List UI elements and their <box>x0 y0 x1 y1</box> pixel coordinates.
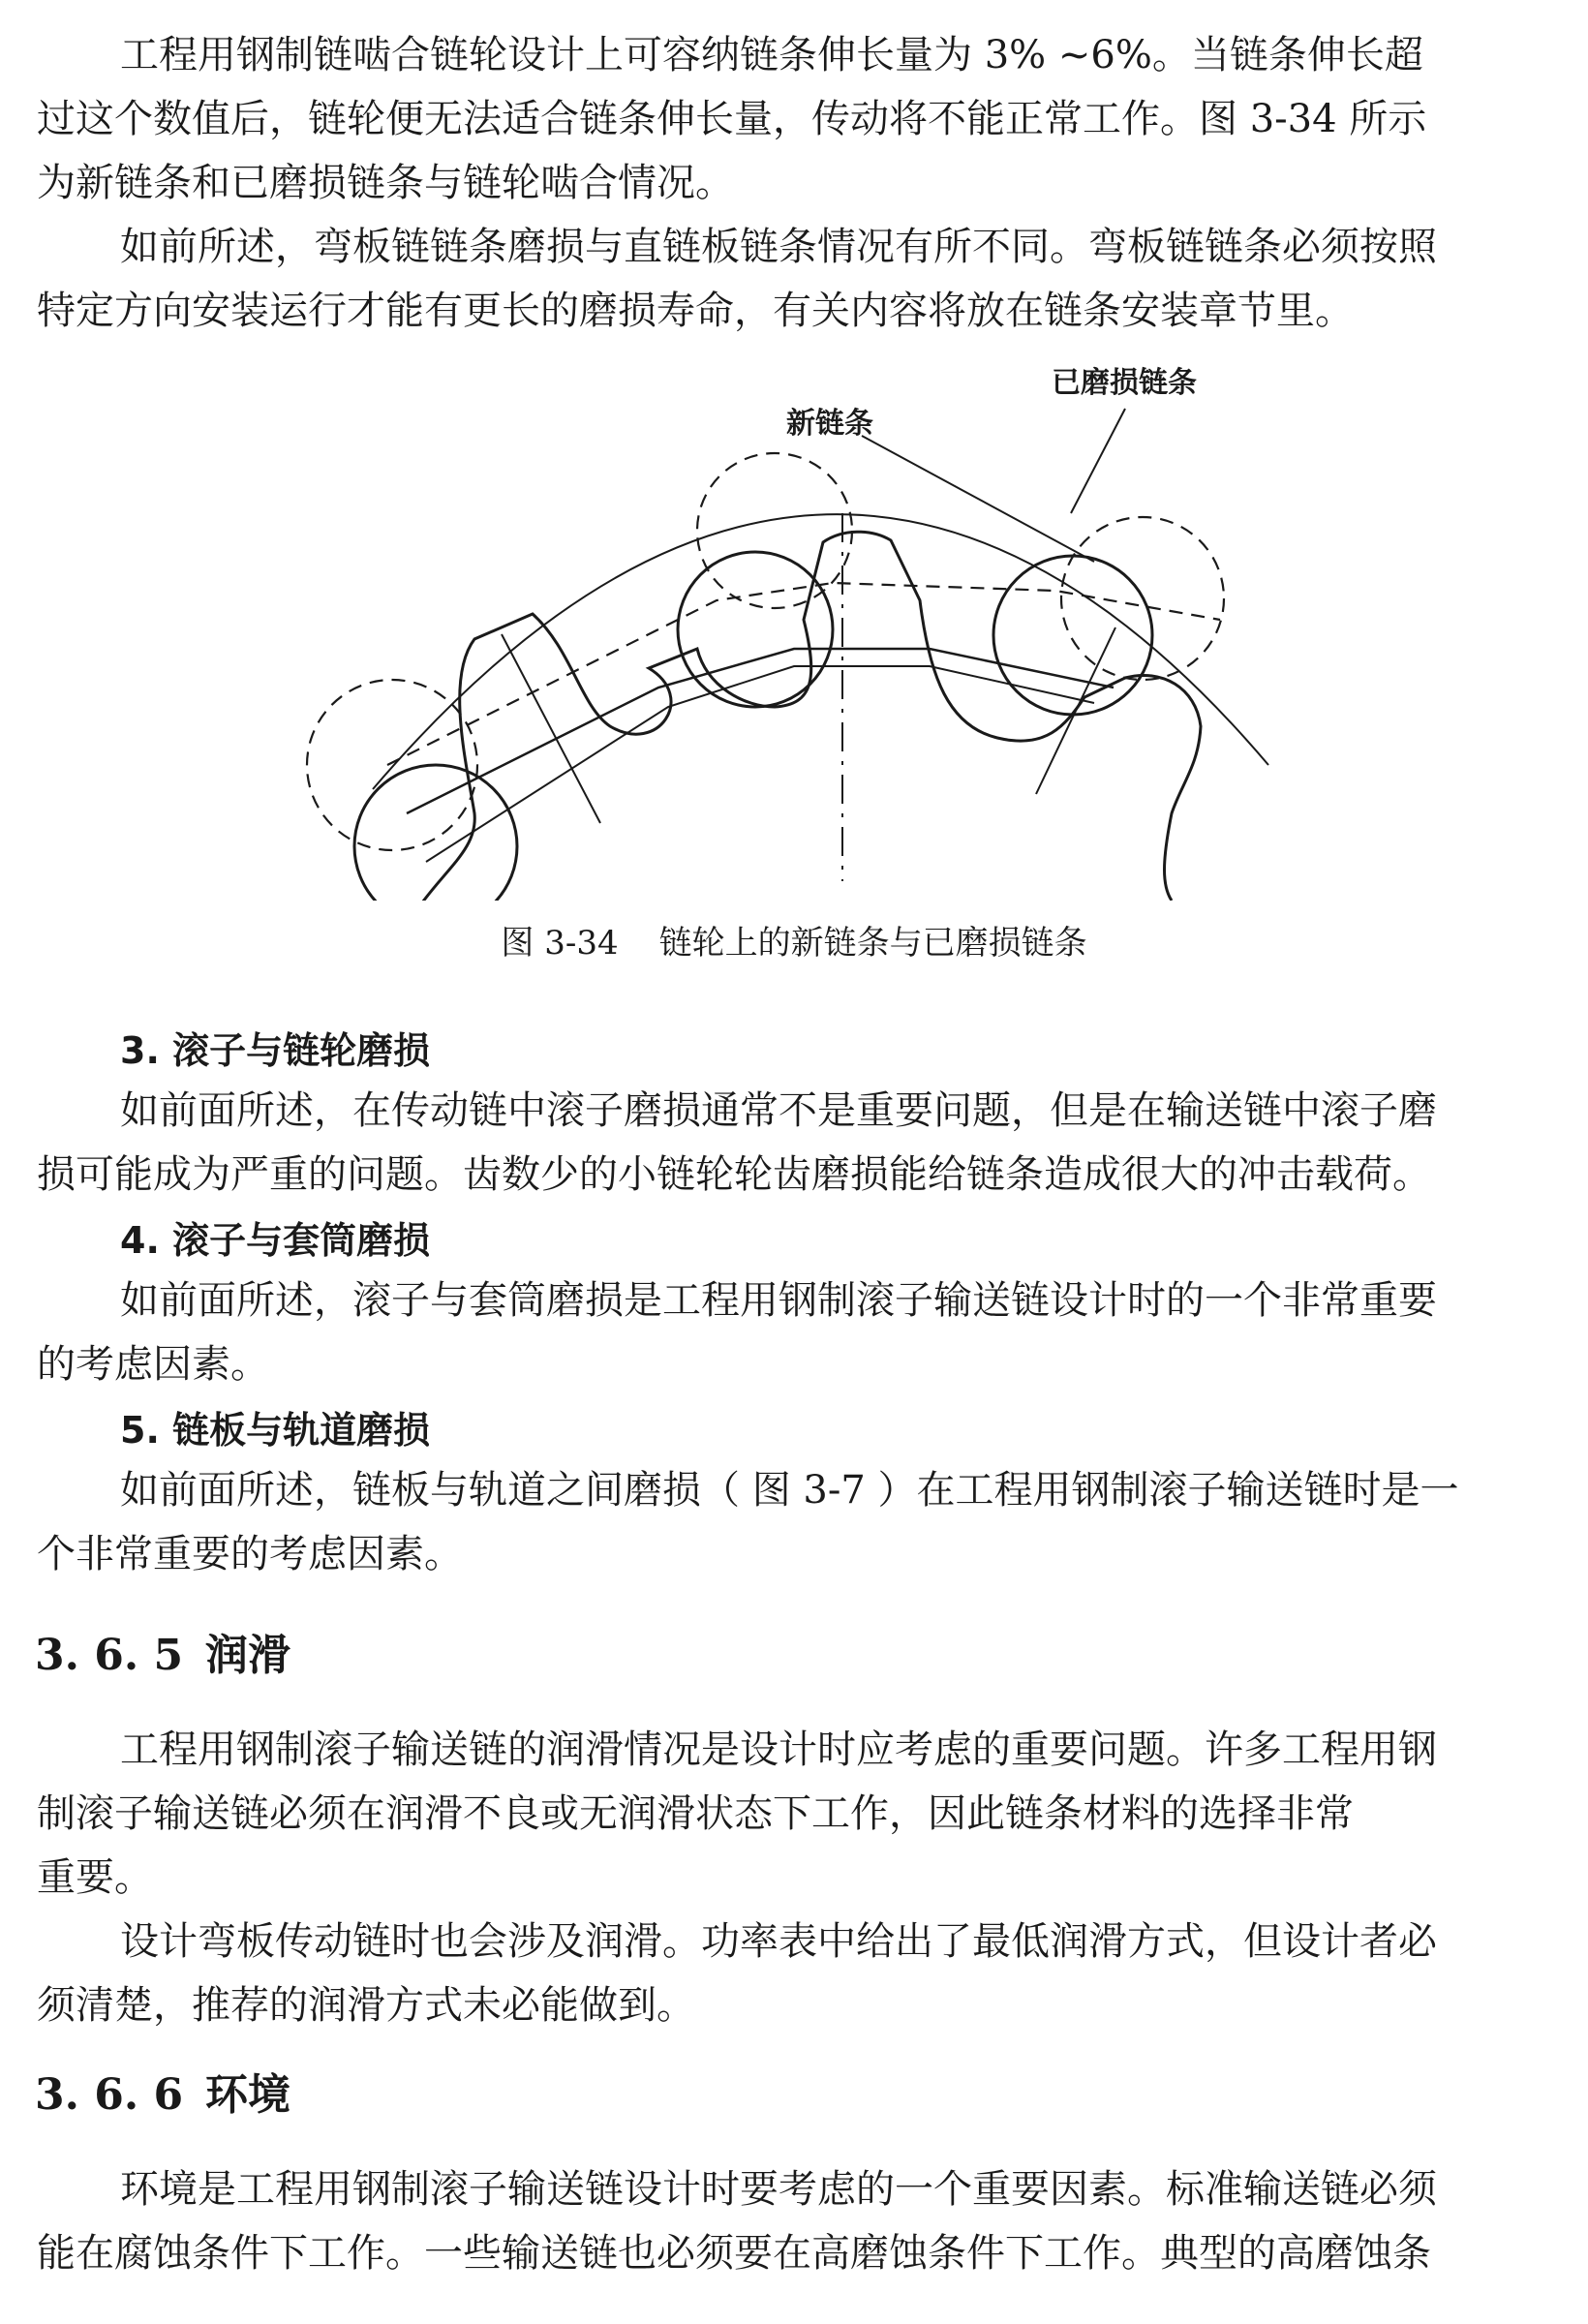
worn-chain-roller-middle <box>697 453 852 608</box>
text-line: 工程用钢制滚子输送链的润滑情况是设计时应考虑的重要问题。许多工程用钢 <box>120 1728 1437 1772</box>
text-line: 个非常重要的考虑因素。 <box>37 1532 463 1576</box>
paragraph-bent-plate-wear <box>37 215 1551 343</box>
worn-chain-link-line <box>387 583 1220 765</box>
subheading-plate-track-wear: 5. 链板与轨道磨损 <box>120 1409 431 1452</box>
label-worn-chain: 已磨损链条 <box>1052 366 1197 400</box>
text-line: 损可能成为严重的问题。齿数少的小链轮轮齿磨损能给链条造成很大的冲击载荷。 <box>37 1152 1431 1197</box>
text-line: 过这个数值后，链轮便无法适合链条伸长量，传动将不能正常工作。图 3-34 所示 <box>37 97 1427 141</box>
leader-line-worn <box>1071 409 1125 513</box>
text-line: 环境是工程用钢制滚子输送链设计时要考虑的一个重要因素。标准输送链必须 <box>120 2167 1437 2212</box>
worn-chain-roller-left <box>307 680 477 850</box>
text-line: 工程用钢制链啮合链轮设计上可容纳链条伸长量为 3% ~6%。当链条伸长超 <box>120 33 1423 77</box>
text-line: 如前面所述，链板与轨道之间磨损（ 图 3-7 ）在工程用钢制滚子输送链时是一 <box>120 1468 1459 1513</box>
figure-sprocket-chain-diagram <box>290 358 1278 901</box>
paragraph-plate-track-wear <box>37 1458 1551 1586</box>
figure-caption <box>0 920 1588 966</box>
section-title: 润滑 <box>205 1631 290 1680</box>
new-chain-roller-left <box>354 765 517 901</box>
subheading-roller-sprocket-wear: 3. 滚子与链轮磨损 <box>120 1029 431 1072</box>
text-line: 的考虑因素。 <box>37 1342 269 1387</box>
text-line: 特定方向安装运行才能有更长的磨损寿命，有关内容将放在链条安装章节里。 <box>37 289 1354 333</box>
sprocket-tooth-profile <box>387 532 1201 901</box>
radial-line-left <box>502 634 600 823</box>
text-line: 为新链条和已磨损链条与链轮啮合情况。 <box>37 161 734 205</box>
text-line: 制滚子输送链必须在润滑不良或无润滑状态下工作，因此链条材料的选择非常 <box>37 1791 1354 1836</box>
text-line: 如前面所述，在传动链中滚子磨损通常不是重要问题，但是在输送链中滚子磨 <box>120 1088 1437 1133</box>
paragraph-lubrication-design <box>37 1910 1551 2037</box>
text-line: 重要。 <box>37 1855 153 1900</box>
paragraph-environment <box>37 2157 1551 2285</box>
figure-number: 图 3-34 <box>501 924 619 963</box>
paragraph-lubrication-importance <box>37 1718 1551 1910</box>
new-chain-link-line-lower <box>426 666 1094 862</box>
text-line: 设计弯板传动链时也会涉及润滑。功率表中给出了最低润滑方式，但设计者必 <box>120 1919 1437 1964</box>
subheading-roller-bushing-wear: 4. 滚子与套筒磨损 <box>120 1219 431 1262</box>
text-line: 如前面所述，滚子与套筒磨损是工程用钢制滚子输送链设计时的一个非常重要 <box>120 1278 1437 1323</box>
label-new-chain: 新链条 <box>786 407 873 441</box>
new-chain-roller-middle <box>678 552 833 707</box>
new-chain-roller-right <box>993 556 1152 715</box>
paragraph-roller-bushing-wear <box>37 1269 1551 1396</box>
text-line: 如前所述，弯板链链条磨损与直链板链条情况有所不同。弯板链链条必须按照 <box>120 225 1437 269</box>
figure-caption-text: 链轮上的新链条与已磨损链条 <box>658 924 1087 963</box>
section-title: 环境 <box>205 2070 290 2120</box>
leader-line-new <box>862 436 1094 562</box>
section-number: 3. 6. 5 <box>35 1631 184 1680</box>
text-line: 须清楚，推荐的润滑方式未必能做到。 <box>37 1983 695 2028</box>
text-line: 能在腐蚀条件下工作。一些输送链也必须要在高磨蚀条件下工作。典型的高磨蚀条 <box>37 2231 1431 2276</box>
paragraph-roller-sprocket-wear <box>37 1079 1551 1207</box>
paragraph-chain-elongation <box>37 23 1551 215</box>
section-number: 3. 6. 6 <box>35 2070 184 2120</box>
section-heading-lubrication <box>35 1627 290 1685</box>
section-heading-environment <box>35 2066 290 2125</box>
new-chain-link-line <box>407 649 1114 813</box>
